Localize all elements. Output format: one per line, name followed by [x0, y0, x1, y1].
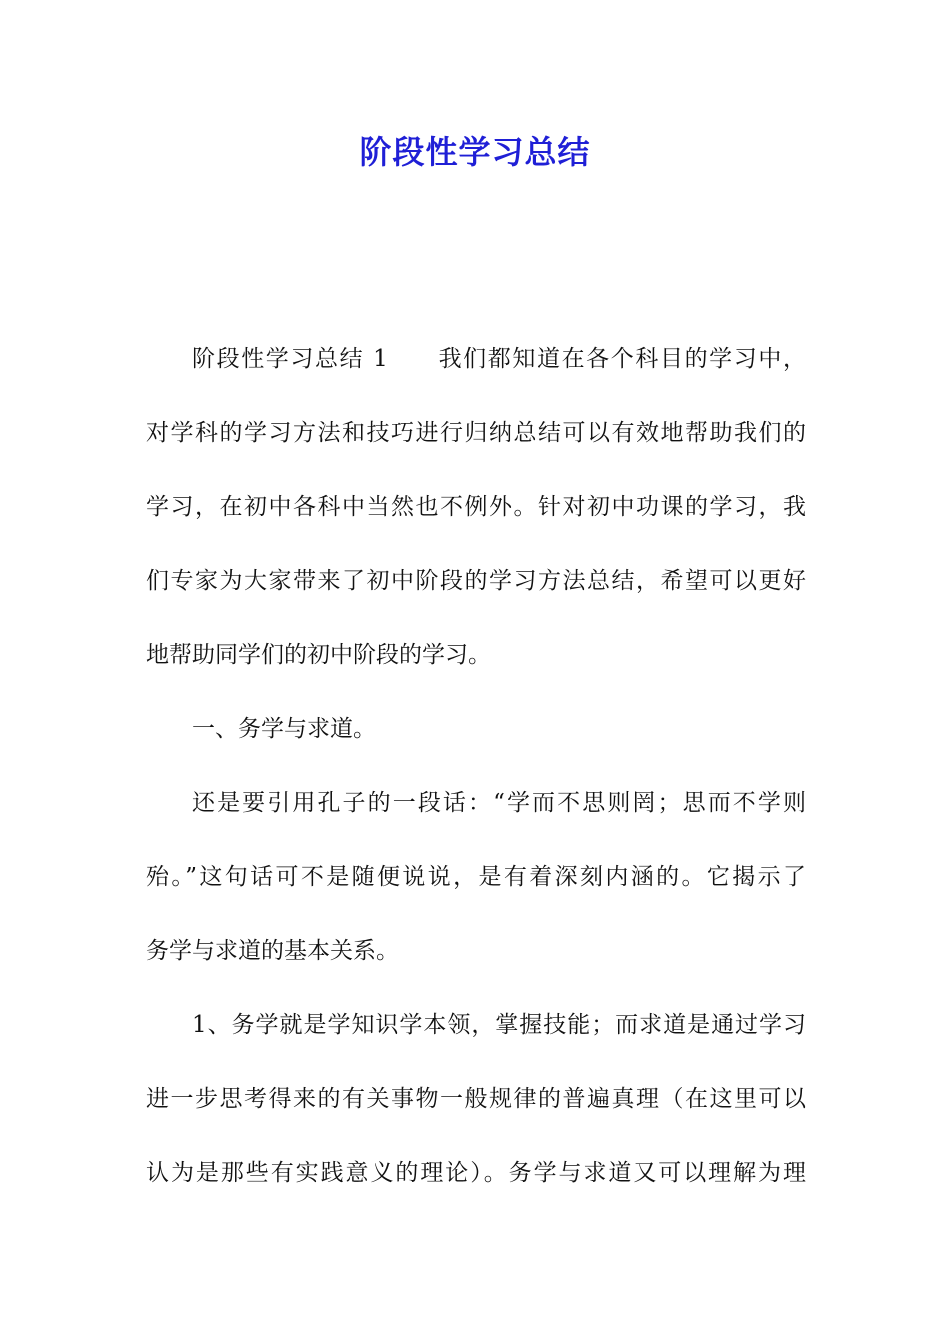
- paragraph-line: 们专家为大家带来了初中阶段的学习方法总结，希望可以更好: [146, 568, 806, 594]
- paragraph-line: 阶段性学习总结 1 我们都知道在各个科目的学习中，: [192, 346, 806, 372]
- paragraph-line: 进一步思考得来的有关事物一般规律的普遍真理（在这里可以: [146, 1086, 806, 1112]
- paragraph-line: 还是要引用孔子的一段话：“学而不思则罔；思而不学则: [192, 790, 806, 816]
- paragraph-line: 地帮助同学们的初中阶段的学习。: [146, 642, 491, 668]
- document-title: 阶段性学习总结: [359, 133, 591, 171]
- section-heading: 一、务学与求道。: [192, 716, 376, 742]
- document-body: [146, 334, 806, 1222]
- paragraph-line: 学习，在初中各科中当然也不例外。针对初中功课的学习，我: [146, 494, 806, 520]
- paragraph-line: 1、务学就是学知识学本领，掌握技能；而求道是通过学习: [192, 1012, 806, 1038]
- paragraph-line: 务学与求道的基本关系。: [146, 938, 399, 964]
- paragraph-line: 认为是那些有实践意义的理论）。务学与求道又可以理解为理: [146, 1160, 806, 1186]
- paragraph-line: 殆。”这句话可不是随便说说，是有着深刻内涵的。它揭示了: [146, 864, 806, 890]
- paragraph-line: 对学科的学习方法和技巧进行归纳总结可以有效地帮助我们的: [146, 420, 806, 446]
